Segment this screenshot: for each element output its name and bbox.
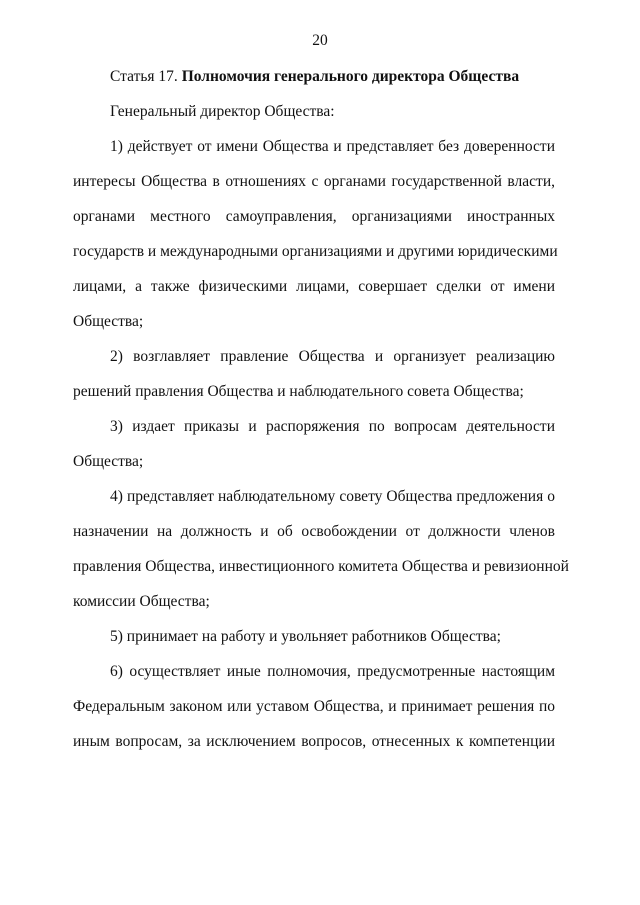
text-line: иным вопросам, за исключением вопросов, отнесенных к компетенции <box>73 733 555 750</box>
text-line: 4) представляет наблюдательному совету Общества предложения о <box>110 488 555 505</box>
text-line: интересы Общества в отношениях с органами государственной власти, <box>73 173 555 190</box>
document-body <box>73 67 569 767</box>
text-line: органами местного самоуправления, организациями иностранных <box>73 208 555 225</box>
text-line: Федеральным законом или уставом Общества, и принимает решения по <box>73 698 555 715</box>
text-line: 3) издает приказы и распоряжения по вопросам деятельности <box>110 418 555 435</box>
article-heading <box>73 67 555 102</box>
text-line: 2) возглавляет правление Общества и организует реализацию <box>110 348 555 365</box>
text-line: решений правления Общества и наблюдательного совета Общества; <box>73 383 524 400</box>
text-line: Общества; <box>73 453 144 470</box>
page-number: 20 <box>312 32 328 49</box>
text-line: правления Общества, инвестиционного комитета Общества и ревизионной <box>73 558 569 575</box>
text-line: лицами, а также физическими лицами, совершает сделки от имени <box>73 278 555 295</box>
text-line: 6) осуществляет иные полномочия, предусмотренные настоящим <box>110 663 555 680</box>
text-line: комиссии Общества; <box>73 593 210 610</box>
text-lines <box>73 102 569 767</box>
text-line: государств и международными организациями и другими юридическими <box>73 243 558 260</box>
article-title: Полномочия генерального директора Общества <box>181 68 520 85</box>
text-line: Генеральный директор Общества: <box>110 103 335 120</box>
text-line: Общества; <box>73 313 144 330</box>
text-line: 5) принимает на работу и увольняет работников Общества; <box>110 628 501 645</box>
text-line: назначении на должность и об освобождении от должности членов <box>73 523 555 540</box>
text-line: 1) действует от имени Общества и представляет без доверенности <box>110 138 555 155</box>
article-number: Статья 17. <box>110 68 178 85</box>
